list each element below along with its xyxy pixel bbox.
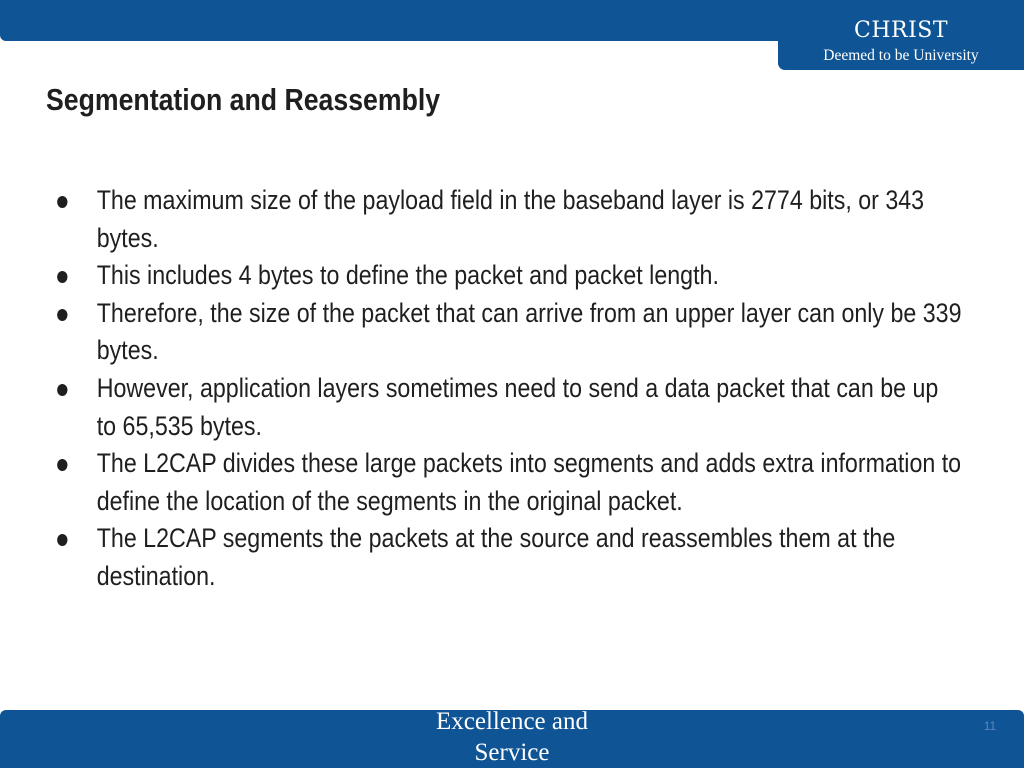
bullet-text: The L2CAP segments the packets at the source and reassembles them at the destination. [96, 523, 896, 591]
bullet-text: This includes 4 bytes to define the packet and packet length. [96, 260, 719, 291]
bullet-dot-icon [57, 534, 67, 546]
university-logo [778, 0, 1024, 70]
bullet-text: The L2CAP divides these large packets into segments and adds extra information to define the location of the segments in the original packet. [96, 448, 962, 516]
bullet-text: The maximum size of the payload field in the baseband layer is 2774 bits, or 343 bytes. [96, 185, 925, 253]
bullet-dot-icon [57, 196, 67, 208]
logo-title: CHRIST [853, 18, 949, 43]
bullet-text: Therefore, the size of the packet that can arrive from an upper layer can only be 339 bytes. [96, 297, 962, 366]
bullet-dot-icon [57, 309, 67, 321]
bullet-item [52, 520, 964, 595]
bullet-item [52, 295, 964, 370]
slide-title: Segmentation and Reassembly [46, 82, 441, 117]
bullet-item [52, 257, 964, 295]
logo-subtitle: Deemed to be University [823, 47, 979, 64]
bullet-dot-icon [57, 459, 67, 471]
page-number: 11 [983, 719, 997, 733]
bullet-item [52, 445, 964, 520]
footer-motto: Excellence and Service [436, 708, 588, 766]
bullet-item [52, 370, 964, 445]
bullet-list [52, 182, 964, 596]
bullet-dot-icon [57, 384, 67, 396]
bullet-text: However, application layers sometimes need to send a data packet that can be up to 65,535 bytes. [96, 372, 939, 441]
bullet-item [52, 182, 964, 257]
bullet-dot-icon [57, 271, 67, 283]
